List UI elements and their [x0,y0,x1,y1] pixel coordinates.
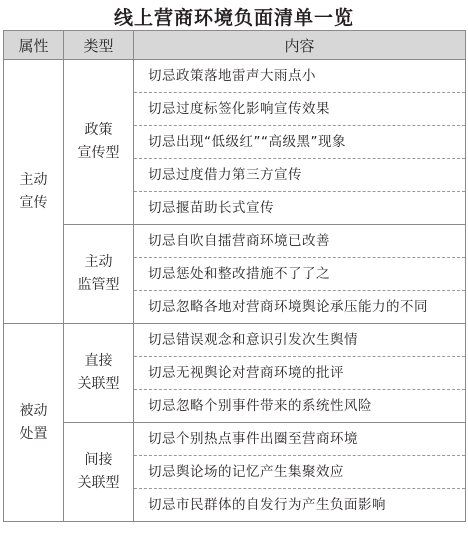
header-attr: 属性 [4,31,64,60]
content-cell: 切忌个别热点事件出圈至营商环境 [134,423,466,456]
content-cell: 切忌自吹自擂营商环境已改善 [134,225,466,258]
table-row [4,60,466,93]
header-kind: 类型 [64,31,134,60]
table-row [4,225,466,258]
header-content: 内容 [134,31,466,60]
content-cell: 切忌出现“低级红”“高级黑”现象 [134,126,466,159]
content-cell: 切忌错误观念和意识引发次生舆情 [134,324,466,357]
content-cell: 切忌忽略个别事件带来的系统性风险 [134,390,466,423]
table-row [4,423,466,456]
type-cell: 直接 关联型 [64,324,134,423]
content-cell: 切忌舆论场的记忆产生集聚效应 [134,456,466,489]
document-title: 线上营商环境负面清单一览 [113,7,354,29]
negative-list-table [3,30,466,522]
type-cell: 间接 关联型 [64,423,134,522]
content-cell: 切忌无视舆论对营商环境的批评 [134,357,466,390]
content-cell: 切忌市民群体的自发行为产生负面影响 [134,489,466,522]
type-cell: 政策 宣传型 [64,60,134,225]
attribute-cell: 主动 宣传 [4,60,64,324]
content-cell: 切忌政策落地雷声大雨点小 [134,60,466,93]
table-row [4,324,466,357]
content-cell: 切忌揠苗助长式宣传 [134,192,466,225]
content-cell: 切忌惩处和整改措施不了了之 [134,258,466,291]
content-cell: 切忌过度标签化影响宣传效果 [134,93,466,126]
table-body [4,60,466,522]
content-cell: 切忌忽略各地对营商环境舆论承压能力的不同 [134,291,466,324]
type-cell: 主动 监管型 [64,225,134,324]
content-cell: 切忌过度借力第三方宣传 [134,159,466,192]
header-row [4,31,466,60]
attribute-cell: 被动 处置 [4,324,64,522]
